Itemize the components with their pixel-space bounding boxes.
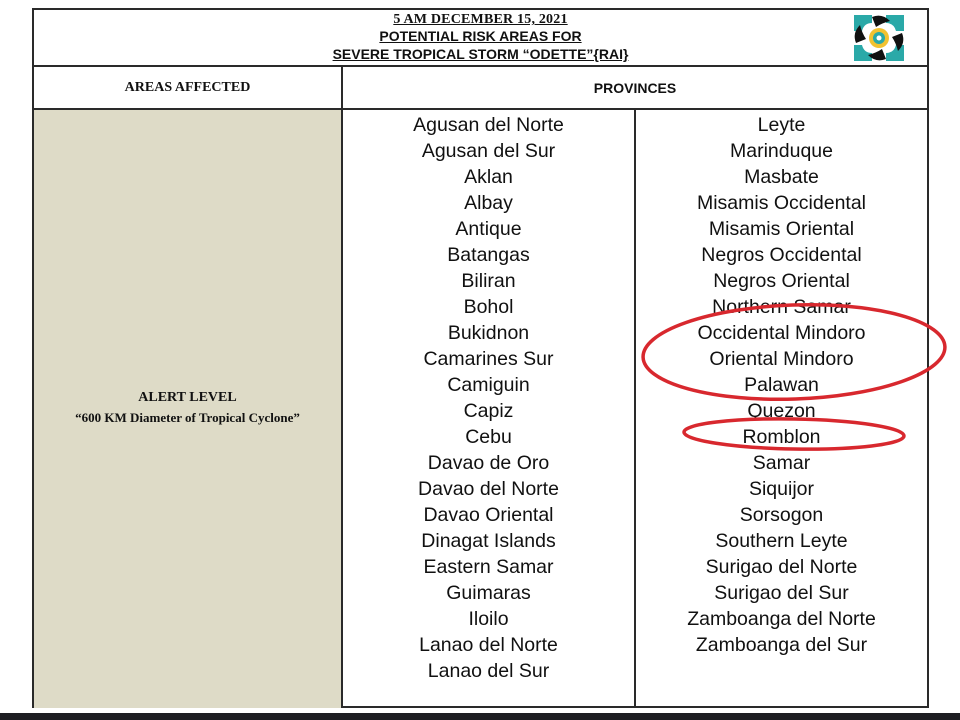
column-header-areas: AREAS AFFECTED [34,67,343,110]
province-item: Misamis Occidental [696,192,867,214]
province-item: Dinagat Islands [421,530,556,552]
header-date: 5 AM DECEMBER 15, 2021 [393,12,568,27]
province-item: Bukidnon [447,322,530,344]
province-item: Northern Samar [712,296,851,318]
province-item: Capiz [463,400,514,422]
province-item: Masbate [744,166,819,188]
province-item: Eastern Samar [423,556,554,578]
alert-level-cell [34,110,343,708]
header-storm-name: SEVERE TROPICAL STORM “ODETTE”{RAI} [332,46,629,62]
province-item: Negros Occidental [701,244,862,266]
province-item: Albay [464,192,513,214]
table-header [34,10,927,67]
province-item: Davao Oriental [423,504,554,526]
province-item: Antique [455,218,522,240]
province-item: Sorsogon [739,504,824,526]
province-item: Iloilo [468,608,509,630]
province-item: Cebu [465,426,512,448]
header-title: POTENTIAL RISK AREAS FOR [379,28,582,44]
province-item: Biliran [461,270,516,292]
province-item: Misamis Oriental [708,218,855,240]
province-item: Samar [752,452,811,474]
bottom-bar [0,713,960,720]
province-item: Lanao del Norte [419,634,558,656]
province-item: Marinduque [730,140,833,162]
province-item: Camarines Sur [423,348,554,370]
alert-level-title: ALERT LEVEL [138,390,237,405]
province-item: Negros Oriental [713,270,850,292]
province-item: Occidental Mindoro [697,322,866,344]
risk-areas-table [32,8,929,708]
province-item: Agusan del Norte [413,114,564,136]
province-item: Surigao del Sur [714,582,849,604]
province-item: Oriental Mindoro [709,348,854,370]
province-item: Agusan del Sur [421,140,556,162]
province-item: Aklan [464,166,513,188]
province-item: Davao de Oro [427,452,550,474]
province-item: Batangas [447,244,530,266]
province-item: Zamboanga del Norte [687,608,876,630]
province-item: Bohol [463,296,514,318]
province-item: Davao del Norte [418,478,559,500]
province-item: Leyte [757,114,806,136]
province-item: Surigao del Norte [705,556,858,578]
province-item: Romblon [742,426,821,448]
province-item: Zamboanga del Sur [695,634,868,656]
provinces-list-left [343,110,636,708]
province-item: Southern Leyte [715,530,848,552]
province-item: Lanao del Sur [427,660,550,682]
province-item: Guimaras [446,582,531,604]
column-header-provinces: PROVINCES [343,67,927,110]
alert-level-subtitle: “600 KM Diameter of Tropical Cyclone” [75,410,300,425]
province-item: Quezon [747,400,816,422]
province-item: Camiguin [447,374,530,396]
agency-logo-icon [852,13,906,63]
provinces-list-right [636,110,927,708]
province-item: Palawan [744,374,819,396]
province-item: Siquijor [748,478,815,500]
